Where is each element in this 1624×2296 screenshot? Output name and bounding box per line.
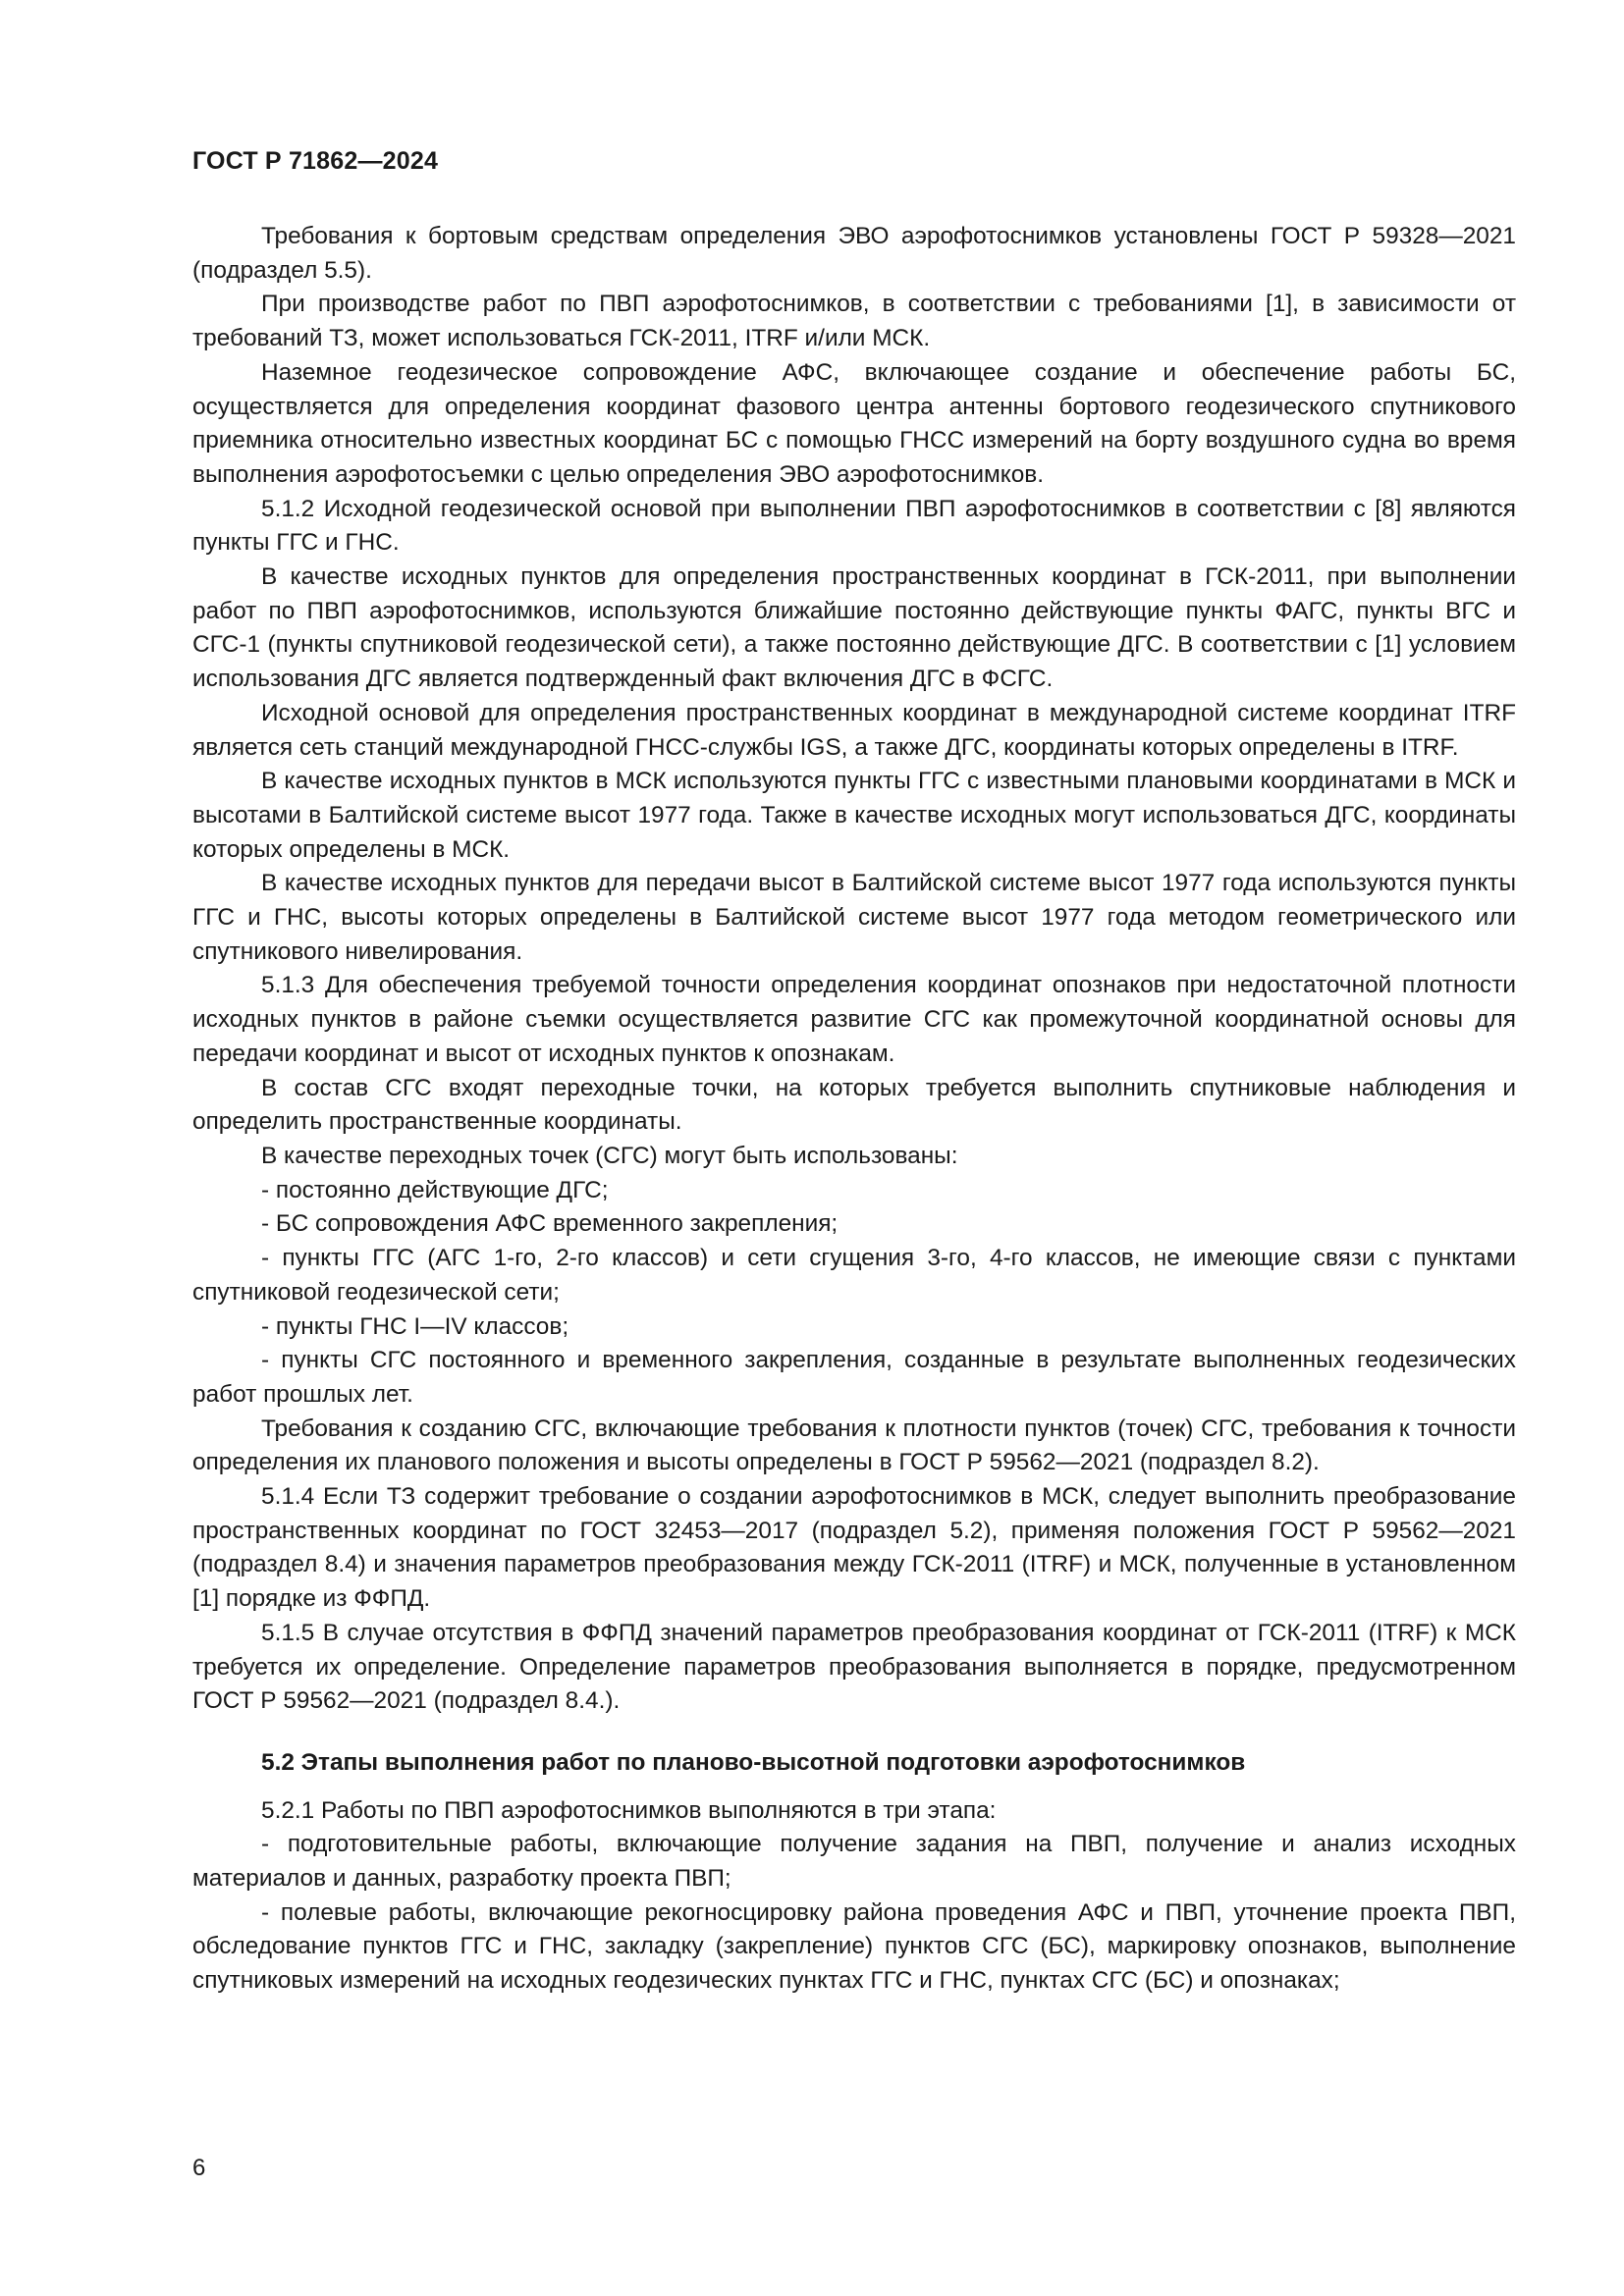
paragraph: Наземное геодезическое сопровождение АФС, включающее создание и обеспечение работы БС, осуществляется для определения координат фазового центра антенны бортового геодезического спутникового приемника относительно известных координат БС с помощью ГНСС измерений на борту воздушного судна во время выполнения аэрофотосъемки с целью определения ЭВО аэрофотоснимков. [192,358,1516,488]
paragraph: В качестве исходных пунктов для определения пространственных координат в ГСК-2011, при выполнении работ по ПВП аэрофотоснимков, используются ближайшие постоянно действующие пункты ФАГС, пункты ВГС и СГС-1 (пункты спутниковой геодезической сети), а также постоянно действующие ДГС. В соответствии с [1] условием использования ДГС является подтвержденный факт включения ДГС в ФСГС. [192,563,1516,693]
list-item: - пункты ГНС I—IV классов; [261,1312,569,1340]
paragraph: Требования к бортовым средствам определения ЭВО аэрофотоснимков установлены ГОСТ Р 59328—2021 (подраздел 5.5). [192,223,1516,284]
list-item: - полевые работы, включающие рекогносцировку района проведения АФС и ПВП, уточнение проекта ПВП, обследование пунктов ГГС и ГНС, закладку (закрепление) пунктов СГС (БС), маркировку опознаков, выполнение спутниковых измерений на исходных геодезических пунктах ГГС и ГНС, пунктах СГС (БС) и опознаках; [192,1898,1516,1995]
document-header: ГОСТ Р 71862—2024 [192,147,439,175]
list-item: - пункты ГГС (АГС 1-го, 2-го классов) и сети сгущения 3-го, 4-го классов, не имеющие связи с пунктами спутниковой геодезической сети; [192,1245,1516,1306]
list-item: - подготовительные работы, включающие получение задания на ПВП, получение и анализ исходных материалов и данных, разработку проекта ПВП; [192,1831,1516,1893]
paragraph: 5.1.5 В случае отсутствия в ФФПД значений параметров преобразования координат от ГСК-2011 (ITRF) к МСК требуется их определение. Определение параметров преобразования выполняется в порядке, предусмотренном ГОСТ Р 59562—2021 (подраздел 8.4.). [192,1619,1516,1715]
paragraph: 5.1.3 Для обеспечения требуемой точности определения координат опознаков при недостаточной плотности исходных пунктов в районе съемки осуществляется развитие СГС как промежуточной координатной основы для передачи координат и высот от исходных пунктов к опознакам. [192,972,1516,1067]
section-heading: 5.2 Этапы выполнения работ по планово-высотной подготовки аэрофотоснимков [261,1748,1246,1776]
paragraph: В качестве исходных пунктов в МСК используются пункты ГГС с известными плановыми координатами в МСК и высотами в Балтийской системе высот 1977 года. Также в качестве исходных могут использоваться ДГС, координаты которых определены в МСК. [192,768,1516,863]
paragraph: Исходной основой для определения пространственных координат в международной системе координат ITRF является сеть станций международной ГНСС-службы IGS, а также ДГС, координаты которых определены в ITRF. [192,699,1516,761]
list-item: - БС сопровождения АФС временного закрепления; [261,1210,839,1238]
paragraph: В состав СГС входят переходные точки, на которых требуется выполнить спутниковые наблюдения и определить пространственные координаты. [192,1074,1516,1136]
paragraph: 5.1.4 Если ТЗ содержит требование о создании аэрофотоснимков в МСК, следует выполнить преобразование пространственных координат по ГОСТ 32453—2017 (подраздел 5.2), применяя положения ГОСТ Р 59562—2021 (подраздел 8.4) и значения параметров преобразования между ГСК-2011 (ITRF) и МСК, полученные в установленном [1] порядке из ФФПД. [192,1483,1516,1613]
paragraph: Требования к созданию СГС, включающие требования к плотности пунктов (точек) СГС, требования к точности определения их планового положения и высоты определены в ГОСТ Р 59562—2021 (подраздел 8.2). [192,1415,1516,1476]
paragraph: 5.2.1 Работы по ПВП аэрофотоснимков выполняются в три этапа: [261,1796,997,1824]
list-item: - пункты СГС постоянного и временного закрепления, созданные в результате выполненных геодезических работ прошлых лет. [192,1347,1516,1408]
paragraph: В качестве исходных пунктов для передачи высот в Балтийской системе высот 1977 года используются пункты ГГС и ГНС, высоты которых определены в Балтийской системе высот 1977 года методом геометрического или спутникового нивелирования. [192,870,1516,965]
list-item: - постоянно действующие ДГС; [261,1176,609,1203]
paragraph: 5.1.2 Исходной геодезической основой при выполнении ПВП аэрофотоснимков в соответствии с [8] являются пункты ГГС и ГНС. [192,495,1516,557]
page-number: 6 [192,2155,206,2181]
paragraph: При производстве работ по ПВП аэрофотоснимков, в соответствии с требованиями [1], в зависимости от требований ТЗ, может использоваться ГСК-2011, ITRF и/или МСК. [192,291,1516,352]
paragraph: В качестве переходных точек (СГС) могут быть использованы: [261,1142,958,1169]
document-body [192,220,1516,1999]
